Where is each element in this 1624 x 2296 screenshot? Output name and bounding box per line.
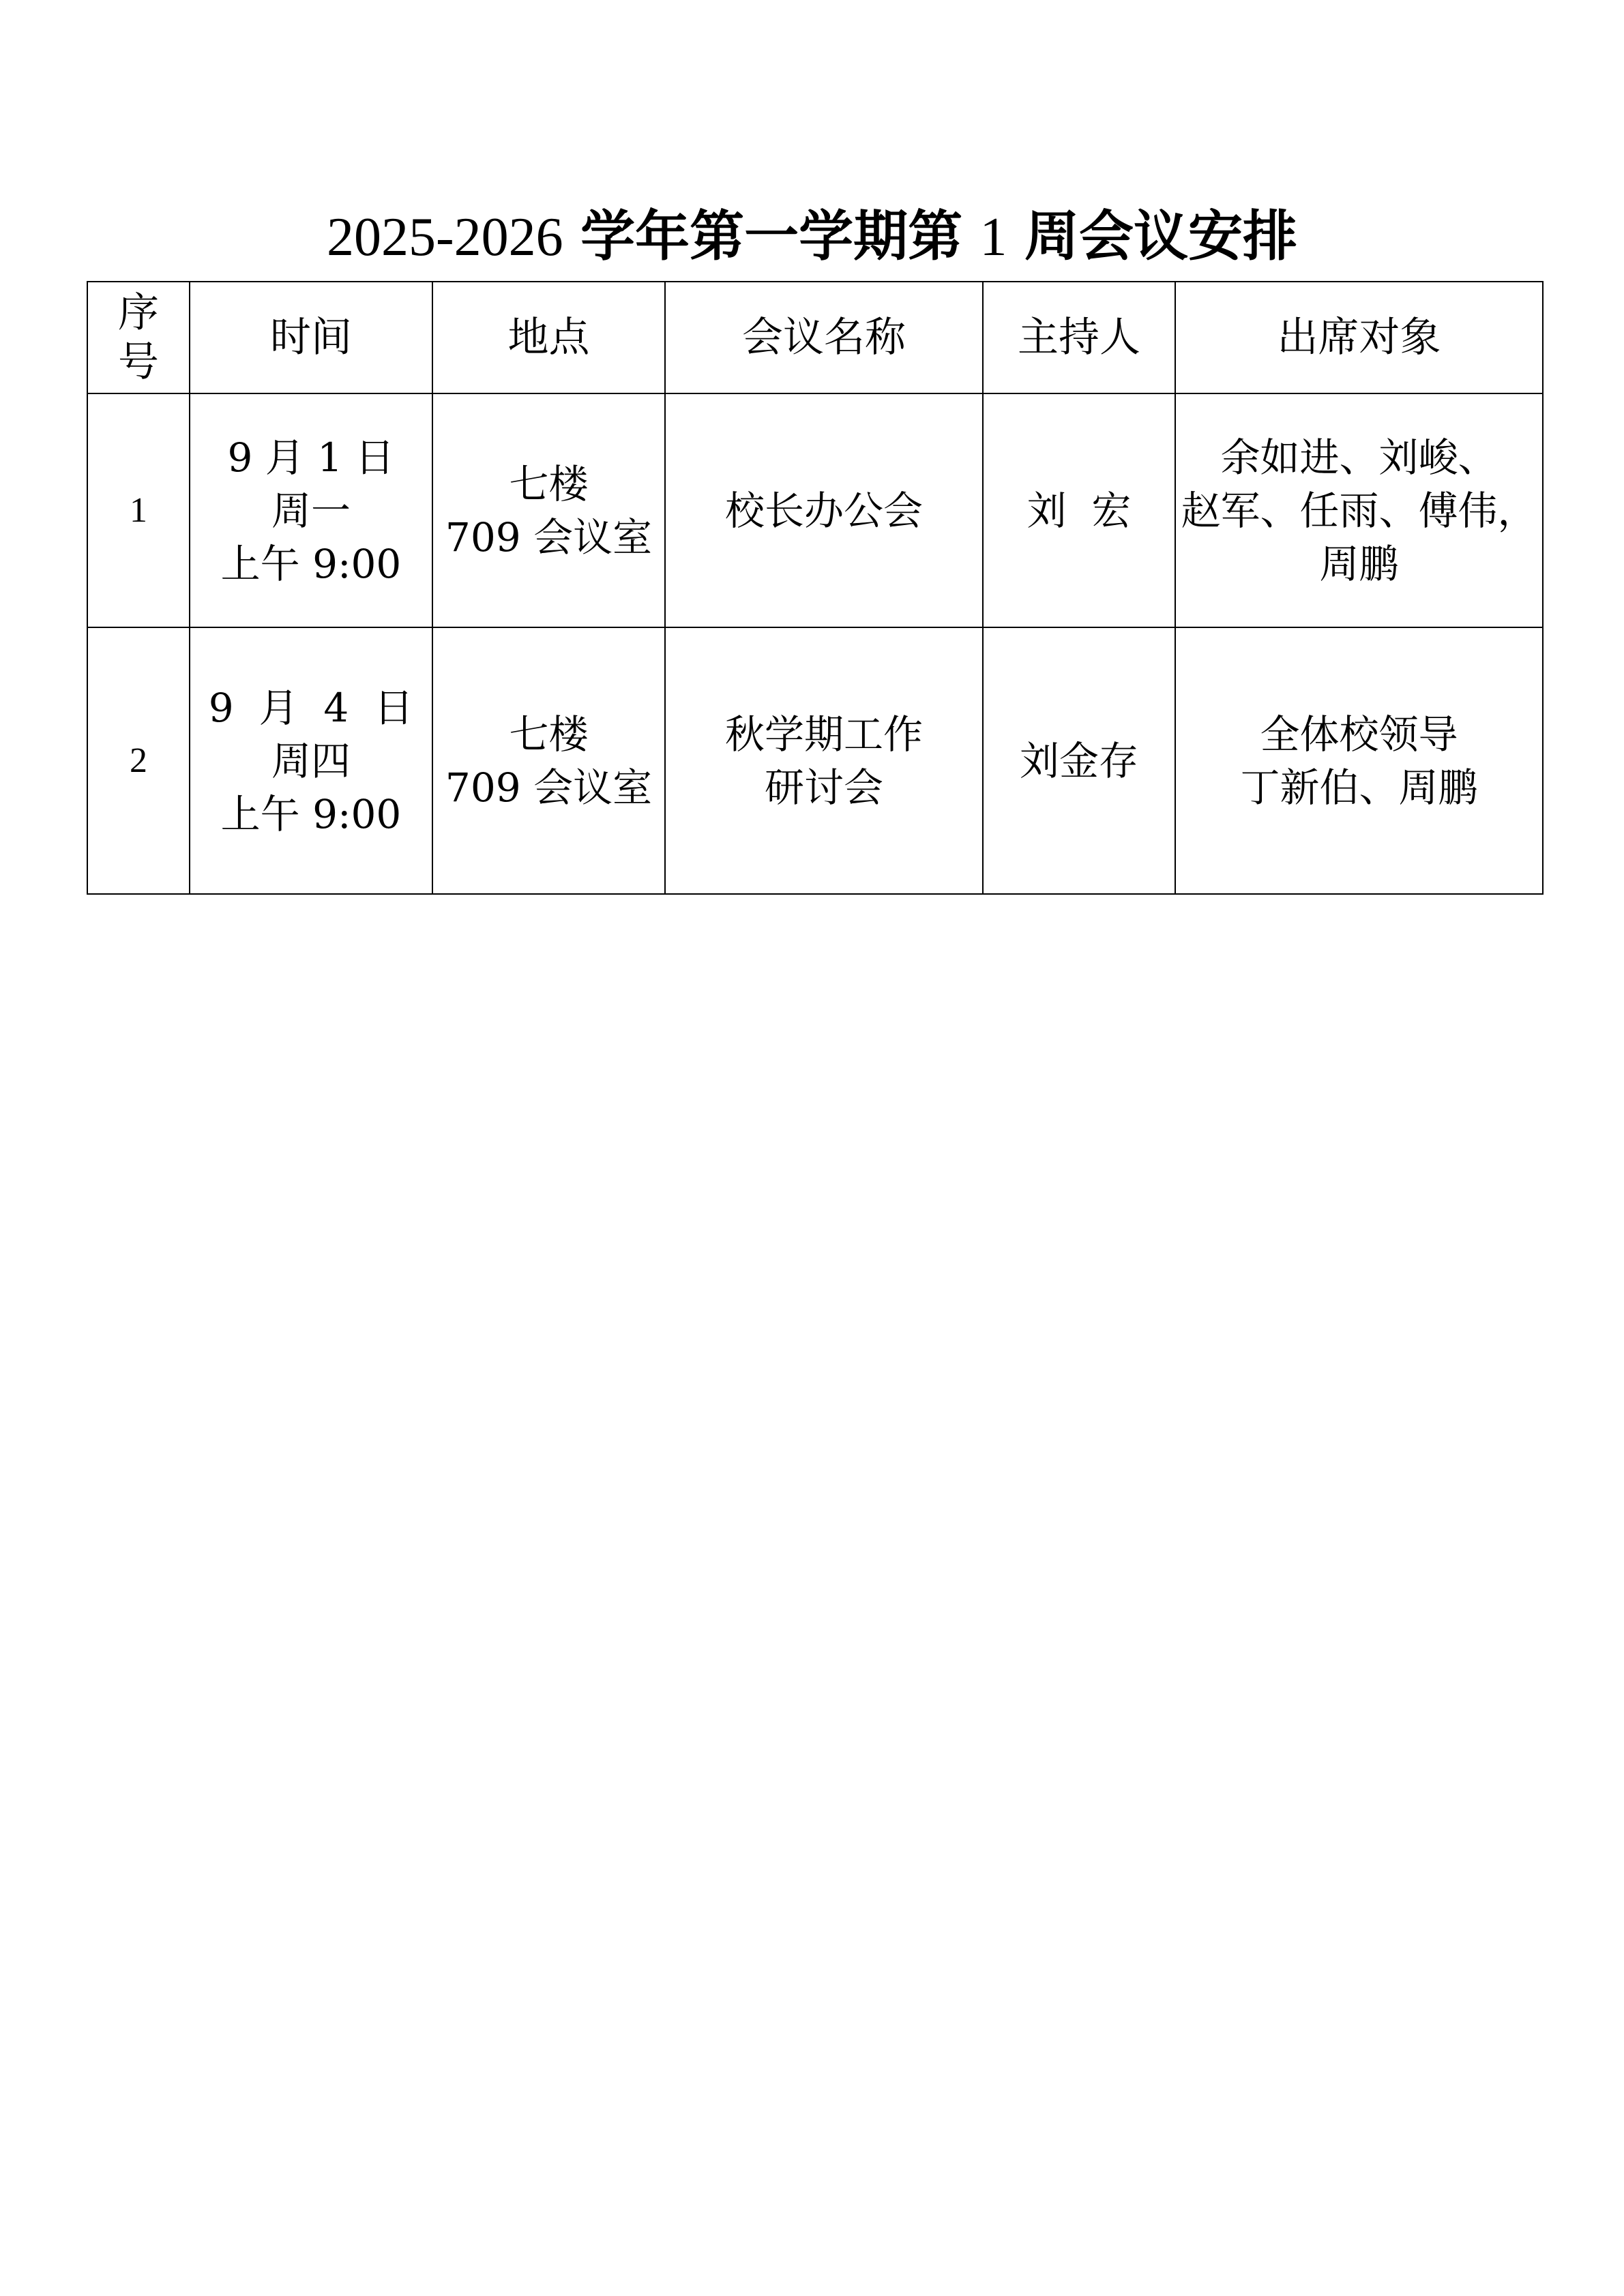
- time-hour: 上午 9:00: [220, 790, 402, 837]
- cell-attendees: [1175, 627, 1543, 894]
- cell-place: [432, 627, 665, 894]
- cell-host: 刘金存: [983, 627, 1175, 894]
- cell-time: [190, 393, 432, 627]
- place-floor: 七楼: [509, 711, 589, 758]
- place-room: 709 会议室: [445, 764, 653, 811]
- header-seq-line-1: 序: [118, 289, 159, 337]
- table-row: [87, 627, 1543, 894]
- header-attendees: 出席对象: [1175, 282, 1543, 393]
- header-seq-line-2: 号: [118, 338, 159, 386]
- header-place: 地点: [432, 282, 665, 393]
- header-host: 主持人: [983, 282, 1175, 393]
- header-seq: [87, 282, 190, 393]
- place-room: 709 会议室: [445, 513, 653, 561]
- attendees-line-2: 丁新伯、周鹏: [1240, 764, 1478, 811]
- header-time: 时间: [190, 282, 432, 393]
- place-floor: 七楼: [509, 460, 589, 507]
- meeting-name-line-1: 秋学期工作: [724, 711, 923, 758]
- time-date: 9 月 4 日: [208, 684, 414, 731]
- meeting-schedule-table: [87, 281, 1544, 895]
- time-weekday: 周一: [271, 487, 351, 534]
- meeting-name-line-2: 研讨会: [764, 764, 883, 811]
- cell-seq: 2: [87, 627, 190, 894]
- attendees-line-1: 全体校领导: [1260, 711, 1458, 758]
- attendees-line-2: 赵军、任雨、傅伟，: [1181, 487, 1537, 534]
- cell-meeting-name: [665, 627, 983, 894]
- time-hour: 上午 9:00: [220, 540, 402, 587]
- attendees-line-3: 周鹏: [1319, 540, 1399, 587]
- meeting-name-line-1: 校长办公会: [724, 487, 923, 534]
- cell-seq: 1: [87, 393, 190, 627]
- title-week-number: 1: [979, 207, 1007, 267]
- title-text-a: 学年第一学期第: [580, 205, 963, 268]
- cell-place: [432, 393, 665, 627]
- time-weekday: 周四: [271, 737, 351, 784]
- cell-time: [190, 627, 432, 894]
- header-meeting-name: 会议名称: [665, 282, 983, 393]
- cell-attendees: [1175, 393, 1543, 627]
- table-row: [87, 393, 1543, 627]
- cell-host: 刘 宏: [983, 393, 1175, 627]
- cell-meeting-name: [665, 393, 983, 627]
- title-year: 2025-2026: [327, 207, 563, 267]
- table-header-row: [87, 282, 1543, 393]
- attendees-line-1: 余如进、刘峻、: [1220, 434, 1498, 481]
- time-date: 9 月 1 日: [227, 434, 395, 481]
- page-title: [0, 199, 1624, 275]
- title-text-b: 周会议安排: [1024, 205, 1297, 268]
